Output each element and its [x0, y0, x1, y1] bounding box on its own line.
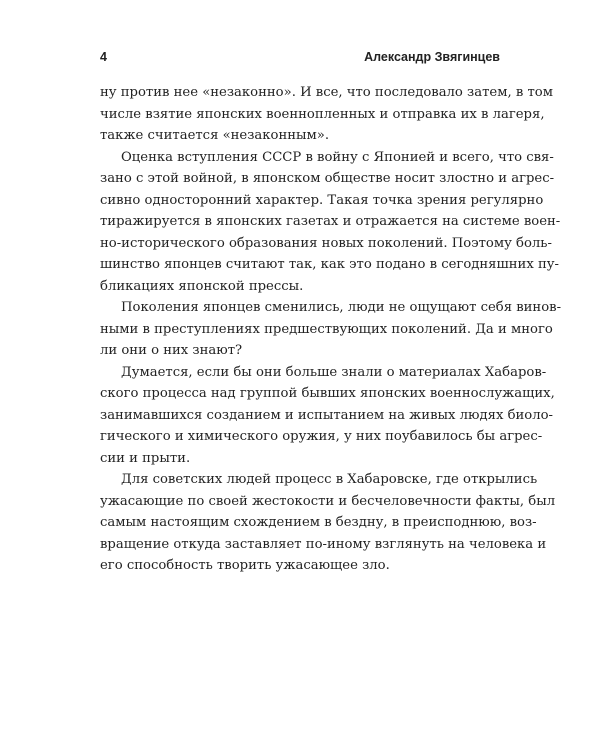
text-line: ужасающие по своей жестокости и бесчеловечности факты, был: [100, 493, 556, 509]
text-line: вращение откуда заставляет по-иному взглянуть на человека и: [100, 536, 547, 552]
text-line: бликациях японской прессы.: [100, 278, 304, 294]
paragraph: [100, 297, 562, 362]
text-line: но-исторического образования новых поколений. Поэтому боль-: [100, 235, 552, 251]
text-line: тиражируется в японских газетах и отражается на системе воен-: [100, 214, 561, 229]
text-line: занимавшихся созданием и испытанием на живых людях биоло-: [100, 407, 554, 423]
text-line: сивно односторонний характер. Такая точка зрения регулярно: [100, 192, 544, 208]
page-header: [100, 50, 500, 70]
text-line: Для советских людей процесс в Хабаровске, где открылись: [121, 472, 538, 487]
paragraph: [100, 469, 556, 577]
text-line: также считается «незаконным».: [100, 128, 330, 143]
paragraph: [100, 147, 561, 298]
text-line: ными в преступлениях предшествующих поколений. Да и много: [100, 321, 553, 337]
page-number: 4: [100, 50, 107, 64]
text-line: гического и химического оружия, у них поубавилось бы агрес-: [100, 429, 543, 444]
text-line: его способность творить ужасающее зло.: [100, 558, 390, 573]
text-line: сии и прыти.: [100, 450, 191, 466]
text-line: Думается, если бы они больше знали о материалах Хабаров-: [121, 364, 547, 380]
body-text: [100, 82, 562, 577]
text-line: зано с этой войной, в японском обществе носит злостно и агрес-: [100, 171, 555, 186]
text-line: шинство японцев считают так, как это подано в сегодняшних пу-: [100, 257, 559, 272]
text-line: Оценка вступления СССР в войну с Японией и всего, что свя-: [121, 149, 554, 165]
text-line: ского процесса над группой бывших японских военнослужащих,: [100, 386, 555, 401]
paragraph: [100, 82, 553, 147]
text-line: Поколения японцев сменились, люди не ощущают себя винов-: [121, 300, 562, 315]
paragraph: [100, 362, 555, 470]
text-line: ну против нее «незаконно». И все, что последовало затем, в том: [100, 85, 553, 100]
text-line: числе взятие японских военнопленных и отправка их в лагеря,: [100, 106, 545, 122]
text-line: ли они о них знают?: [100, 343, 243, 358]
running-title: Александр Звягинцев: [364, 50, 500, 64]
text-line: самым настоящим схождением в бездну, в преисподнюю, воз-: [100, 515, 537, 530]
